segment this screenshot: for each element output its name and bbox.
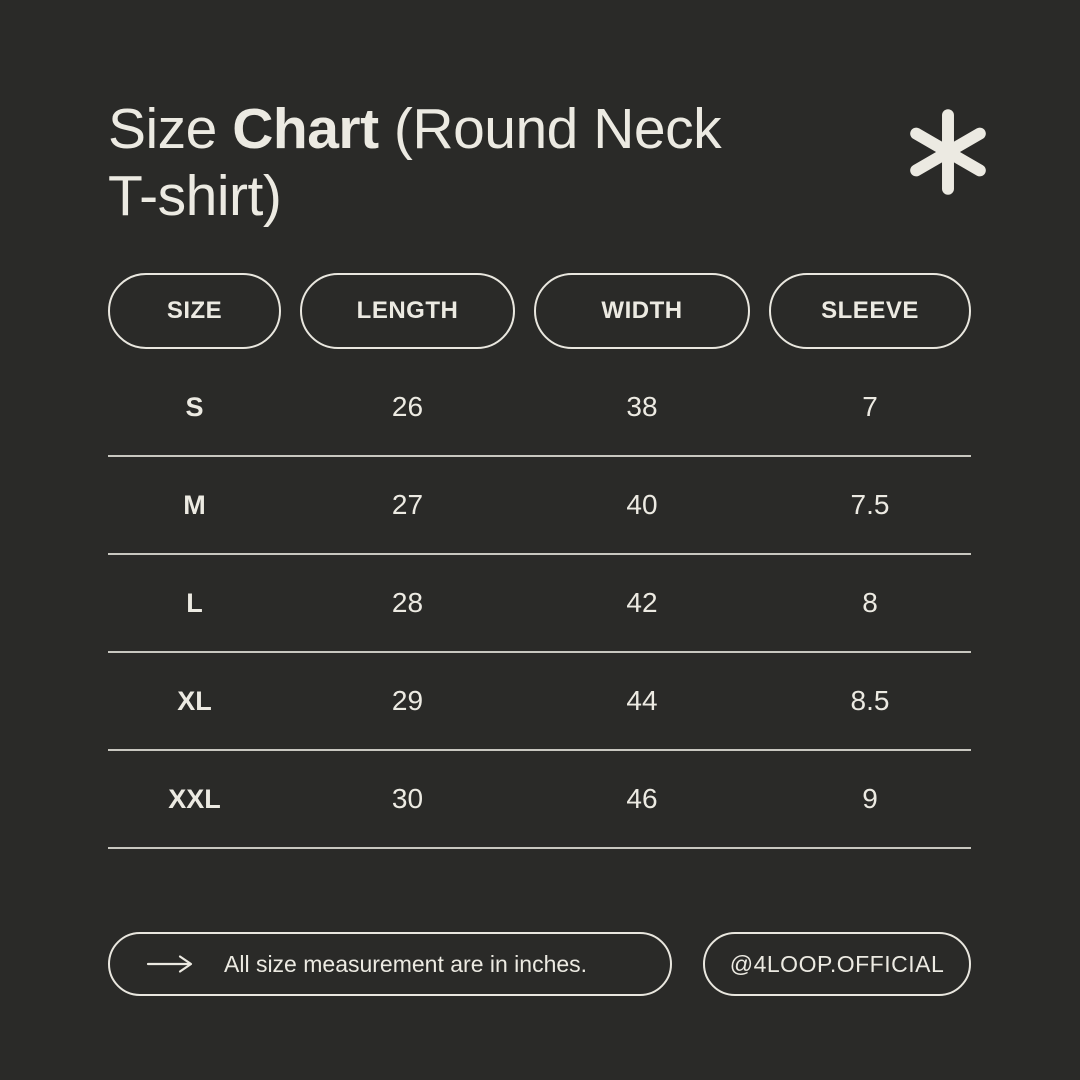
width-cell: 40 xyxy=(626,489,658,520)
page-title xyxy=(108,96,888,231)
size-table xyxy=(108,359,971,849)
width-cell: 46 xyxy=(626,783,658,814)
column-header-sleeve: SLEEVE xyxy=(769,273,971,349)
width-cell: 42 xyxy=(626,587,658,618)
size-cell: M xyxy=(183,489,206,520)
social-handle-pill xyxy=(703,932,971,996)
table-row xyxy=(108,457,971,555)
column-header-length: LENGTH xyxy=(300,273,515,349)
asterisk-icon xyxy=(902,106,994,198)
sleeve-cell: 7 xyxy=(862,391,878,422)
title-line-2: T-shirt) xyxy=(108,164,282,229)
title-part-bold: Chart xyxy=(232,97,379,161)
table-row xyxy=(108,653,971,751)
sleeve-cell: 7.5 xyxy=(850,489,890,520)
title-part-regular-2: (Round Neck xyxy=(378,97,722,161)
column-header-width: WIDTH xyxy=(534,273,750,349)
column-header-size: SIZE xyxy=(108,273,281,349)
length-cell: 28 xyxy=(391,587,424,618)
table-row xyxy=(108,359,971,457)
length-cell: 30 xyxy=(391,783,424,814)
width-cell: 44 xyxy=(626,685,658,716)
table-row xyxy=(108,751,971,849)
length-cell: 26 xyxy=(391,391,424,422)
arrow-right-icon xyxy=(146,954,194,974)
size-cell: S xyxy=(185,391,204,422)
size-cell: XXL xyxy=(168,783,221,814)
title-part-regular-1: Size xyxy=(108,97,233,161)
length-cell: 29 xyxy=(391,685,424,716)
size-cell: L xyxy=(186,587,203,618)
social-handle-text: @4LOOP.OFFICIAL xyxy=(729,950,945,977)
table-row xyxy=(108,555,971,653)
sleeve-cell: 8 xyxy=(862,587,878,618)
sleeve-cell: 9 xyxy=(862,783,878,814)
table-header-row xyxy=(108,273,971,349)
sleeve-cell: 8.5 xyxy=(850,685,890,716)
measurement-note-pill xyxy=(108,932,672,996)
size-cell: XL xyxy=(177,685,212,716)
measurement-note-text: All size measurement are in inches. xyxy=(224,950,588,977)
width-cell: 38 xyxy=(626,391,658,422)
length-cell: 27 xyxy=(391,489,424,520)
